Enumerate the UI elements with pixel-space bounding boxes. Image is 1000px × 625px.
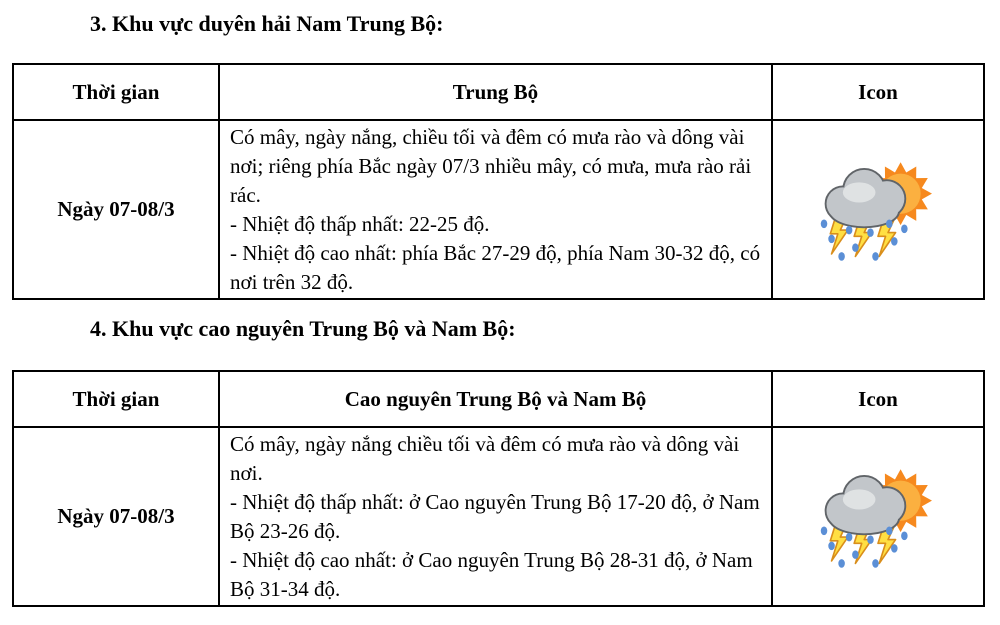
table-header-row — [13, 64, 984, 120]
raindrop-icon — [901, 224, 908, 233]
table-header-row — [13, 371, 984, 427]
col-header-icon: Icon — [772, 371, 984, 427]
table-row — [13, 120, 984, 299]
sun-behind-storm-cloud-icon — [812, 151, 944, 269]
icon-cell — [772, 120, 984, 299]
raindrop-icon — [867, 535, 874, 544]
col-header-region: Trung Bộ — [219, 64, 772, 120]
cloud-highlight — [843, 489, 876, 509]
raindrop-icon — [872, 252, 879, 261]
raindrop-icon — [821, 219, 828, 228]
forecast-min-temp: - Nhiệt độ thấp nhất: ở Cao nguyên Trung Bộ 17-20 độ, ở Nam Bộ 23-26 độ. — [230, 489, 760, 543]
time-cell: Ngày 07-08/3 — [13, 120, 219, 299]
section-heading-4: 4. Khu vực cao nguyên Trung Bộ và Nam Bộ: — [90, 316, 516, 341]
raindrop-icon — [886, 526, 893, 535]
forecast-table-south-central-coast — [12, 63, 985, 300]
section-heading-3: 3. Khu vực duyên hải Nam Trung Bộ: — [90, 11, 444, 36]
forecast-summary: Có mây, ngày nắng, chiều tối và đêm có mưa rào và dông vài nơi; riêng phía Bắc ngày 07/3 nhiều mây, có mưa, mưa rào rải rác. — [230, 124, 752, 207]
col-header-time: Thời gian — [13, 64, 219, 120]
raindrop-icon — [846, 532, 853, 541]
forecast-summary: Có mây, ngày nắng chiều tối và đêm có mưa rào và dông vài nơi. — [230, 431, 740, 485]
raindrop-icon — [846, 225, 853, 234]
raindrop-icon — [867, 228, 874, 237]
sun-behind-storm-cloud-icon — [812, 458, 944, 576]
raindrop-icon — [901, 531, 908, 540]
forecast-cell — [219, 120, 772, 299]
col-header-icon: Icon — [772, 64, 984, 120]
raindrop-icon — [852, 243, 859, 252]
table-row — [13, 427, 984, 606]
raindrop-icon — [891, 237, 898, 246]
raindrop-icon — [828, 234, 835, 243]
forecast-table-highlands-south — [12, 370, 985, 607]
col-header-region: Cao nguyên Trung Bộ và Nam Bộ — [219, 371, 772, 427]
cloud-highlight — [843, 182, 876, 202]
raindrop-icon — [821, 526, 828, 535]
raindrop-icon — [891, 544, 898, 553]
forecast-max-temp: - Nhiệt độ cao nhất: ở Cao nguyên Trung Bộ 28-31 độ, ở Nam Bộ 31-34 độ. — [230, 547, 753, 601]
raindrop-icon — [886, 219, 893, 228]
forecast-min-temp: - Nhiệt độ thấp nhất: 22-25 độ. — [230, 211, 490, 236]
raindrop-icon — [828, 541, 835, 550]
time-cell: Ngày 07-08/3 — [13, 427, 219, 606]
forecast-cell — [219, 427, 772, 606]
col-header-time: Thời gian — [13, 371, 219, 427]
forecast-max-temp: - Nhiệt độ cao nhất: phía Bắc 27-29 độ, phía Nam 30-32 độ, có nơi trên 32 độ. — [230, 240, 761, 294]
icon-cell — [772, 427, 984, 606]
raindrop-icon — [838, 252, 845, 261]
raindrop-icon — [852, 550, 859, 559]
raindrop-icon — [872, 559, 879, 568]
raindrop-icon — [838, 559, 845, 568]
